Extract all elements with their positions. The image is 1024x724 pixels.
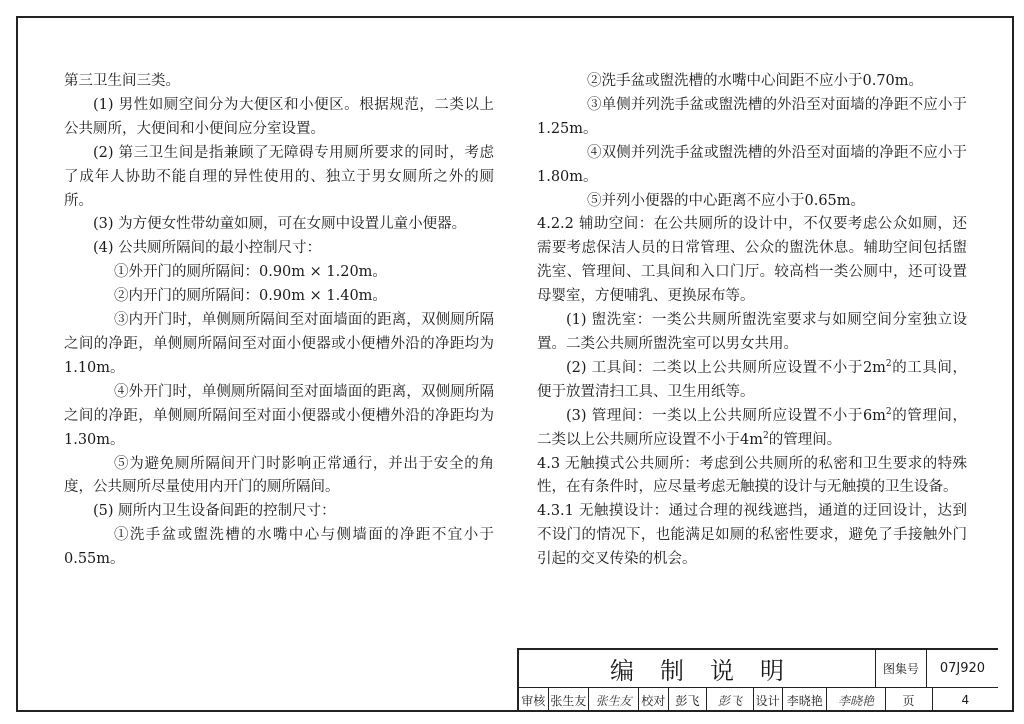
paragraph: ③内开门时，单侧厕所隔间至对面墙面的距离，双侧厕所隔之间的净距，单侧厕所隔间至对面小便器或小便槽外沿的净距均为1.10m。 (64, 312, 494, 376)
section-paragraph: 4.2.2 辅助空间：在公共厕所的设计中，不仅要考虑公众如厕，还需要考虑保洁人员的日常管理、公众的盥洗休息。辅助空间包括盥洗室、管理间、工具间和入口门厅。较高档一类公厕中，还可设置母婴室，方便哺乳、更换尿布等。 (537, 216, 967, 305)
atlas-number-label: 图集号 (876, 650, 927, 688)
paragraph (537, 405, 967, 453)
left-text-column (64, 70, 494, 572)
atlas-number: 07J920 (927, 650, 998, 688)
paragraph: ③单侧并列洗手盆或盥洗槽的外沿至对面墙的净距不应小于1.25m。 (537, 96, 967, 137)
paragraph: (4) 公共厕所隔间的最小控制尺寸： (93, 240, 322, 257)
paragraph: (3) 为方便女性带幼童如厕，可在女厕中设置儿童小便器。 (93, 216, 467, 233)
designer-label: 设计 (754, 688, 784, 712)
text: 的管理间，二类以上公共厕所应设置不小于4m (537, 407, 967, 448)
designer-name: 李晓艳 (783, 688, 827, 712)
reviewer-name: 张生友 (549, 688, 590, 712)
paragraph: (2) 第三卫生间是指兼顾了无障碍专用厕所要求的同时，考虑了成年人协助不能自理的异性使用的、独立于男女厕所之外的厕所。 (64, 144, 494, 209)
paragraph: ⑤并列小便器的中心距离不应小于0.65m。 (587, 192, 866, 209)
right-text-column (537, 70, 967, 572)
paragraph: ②内开门的厕所隔间：0.90m × 1.40m。 (114, 288, 387, 305)
checker-label: 校对 (639, 688, 669, 712)
drawing-title: 编制说明 (519, 650, 876, 688)
text: (3) 管理间：一类以上公共厕所应设置不小于6m (566, 407, 886, 424)
text: (2) 工具间：二类以上公共厕所应设置不小于2m (566, 359, 886, 376)
page-number: 4 (961, 693, 970, 707)
text: 的工具间，便于放置清扫工具、卫生用纸等。 (537, 359, 967, 400)
paragraph: 第三卫生间三类。 (64, 73, 180, 89)
superscript: 2 (885, 359, 892, 370)
superscript: 2 (885, 406, 892, 417)
paragraph: ④外开门时，单侧厕所隔间至对面墙面的距离，双侧厕所隔之间的净距，单侧厕所隔间至对面小便器或小便槽外沿的净距均为1.30m。 (64, 383, 494, 448)
designer-signature: 李晓艳 (827, 688, 885, 712)
paragraph: (1) 男性如厕空间分为大便区和小便区。根据规范，二类以上公共厕所，大便间和小便间应分室设置。 (64, 96, 494, 137)
paragraph: ①外开门的厕所隔间：0.90m × 1.20m。 (114, 264, 387, 281)
section-paragraph: 4.3.1 无触摸设计：通过合理的视线遮挡，通道的迂回设计，达到不设门的情况下，也能满足如厕的私密性要求，避免了手接触外门引起的交叉传染的机会。 (537, 503, 967, 568)
reviewer-signature: 张生友 (589, 688, 639, 712)
reviewer-label: 审核 (519, 688, 549, 712)
paragraph: (1) 盥洗室：一类公共厕所盥洗室要求与如厕空间分室独立设置。二类公共厕所盥洗室可以男女共用。 (537, 312, 967, 352)
title-block (517, 648, 998, 712)
checker-signature: 彭飞 (707, 688, 753, 712)
paragraph: (5) 厕所内卫生设备间距的控制尺寸： (93, 503, 336, 520)
paragraph: ②洗手盆或盥洗槽的水嘴中心间距不应小于0.70m。 (587, 73, 924, 89)
paragraph: ①洗手盆或盥洗槽的水嘴中心与侧墙面的净距不宜小于0.55m。 (64, 527, 494, 568)
paragraph: ④双侧并列洗手盆或盥洗槽的外沿至对面墙的净距不应小于1.80m。 (537, 144, 967, 185)
section-paragraph: 4.3 无触摸式公共厕所：考虑到公共厕所的私密和卫生要求的特殊性，在有条件时，应尽量考虑无触摸的设计与无触摸的卫生设备。 (537, 455, 967, 496)
paragraph: ⑤为避免厕所隔间开门时影响正常通行，并出于安全的角度，公共厕所尽量使用内开门的厕所隔间。 (64, 455, 494, 496)
checker-name: 彭飞 (669, 688, 708, 712)
text: 的管理间。 (768, 431, 842, 448)
superscript: 2 (762, 430, 769, 441)
page-label: 页 (886, 688, 933, 712)
paragraph (537, 357, 967, 405)
signature-row (519, 688, 998, 712)
